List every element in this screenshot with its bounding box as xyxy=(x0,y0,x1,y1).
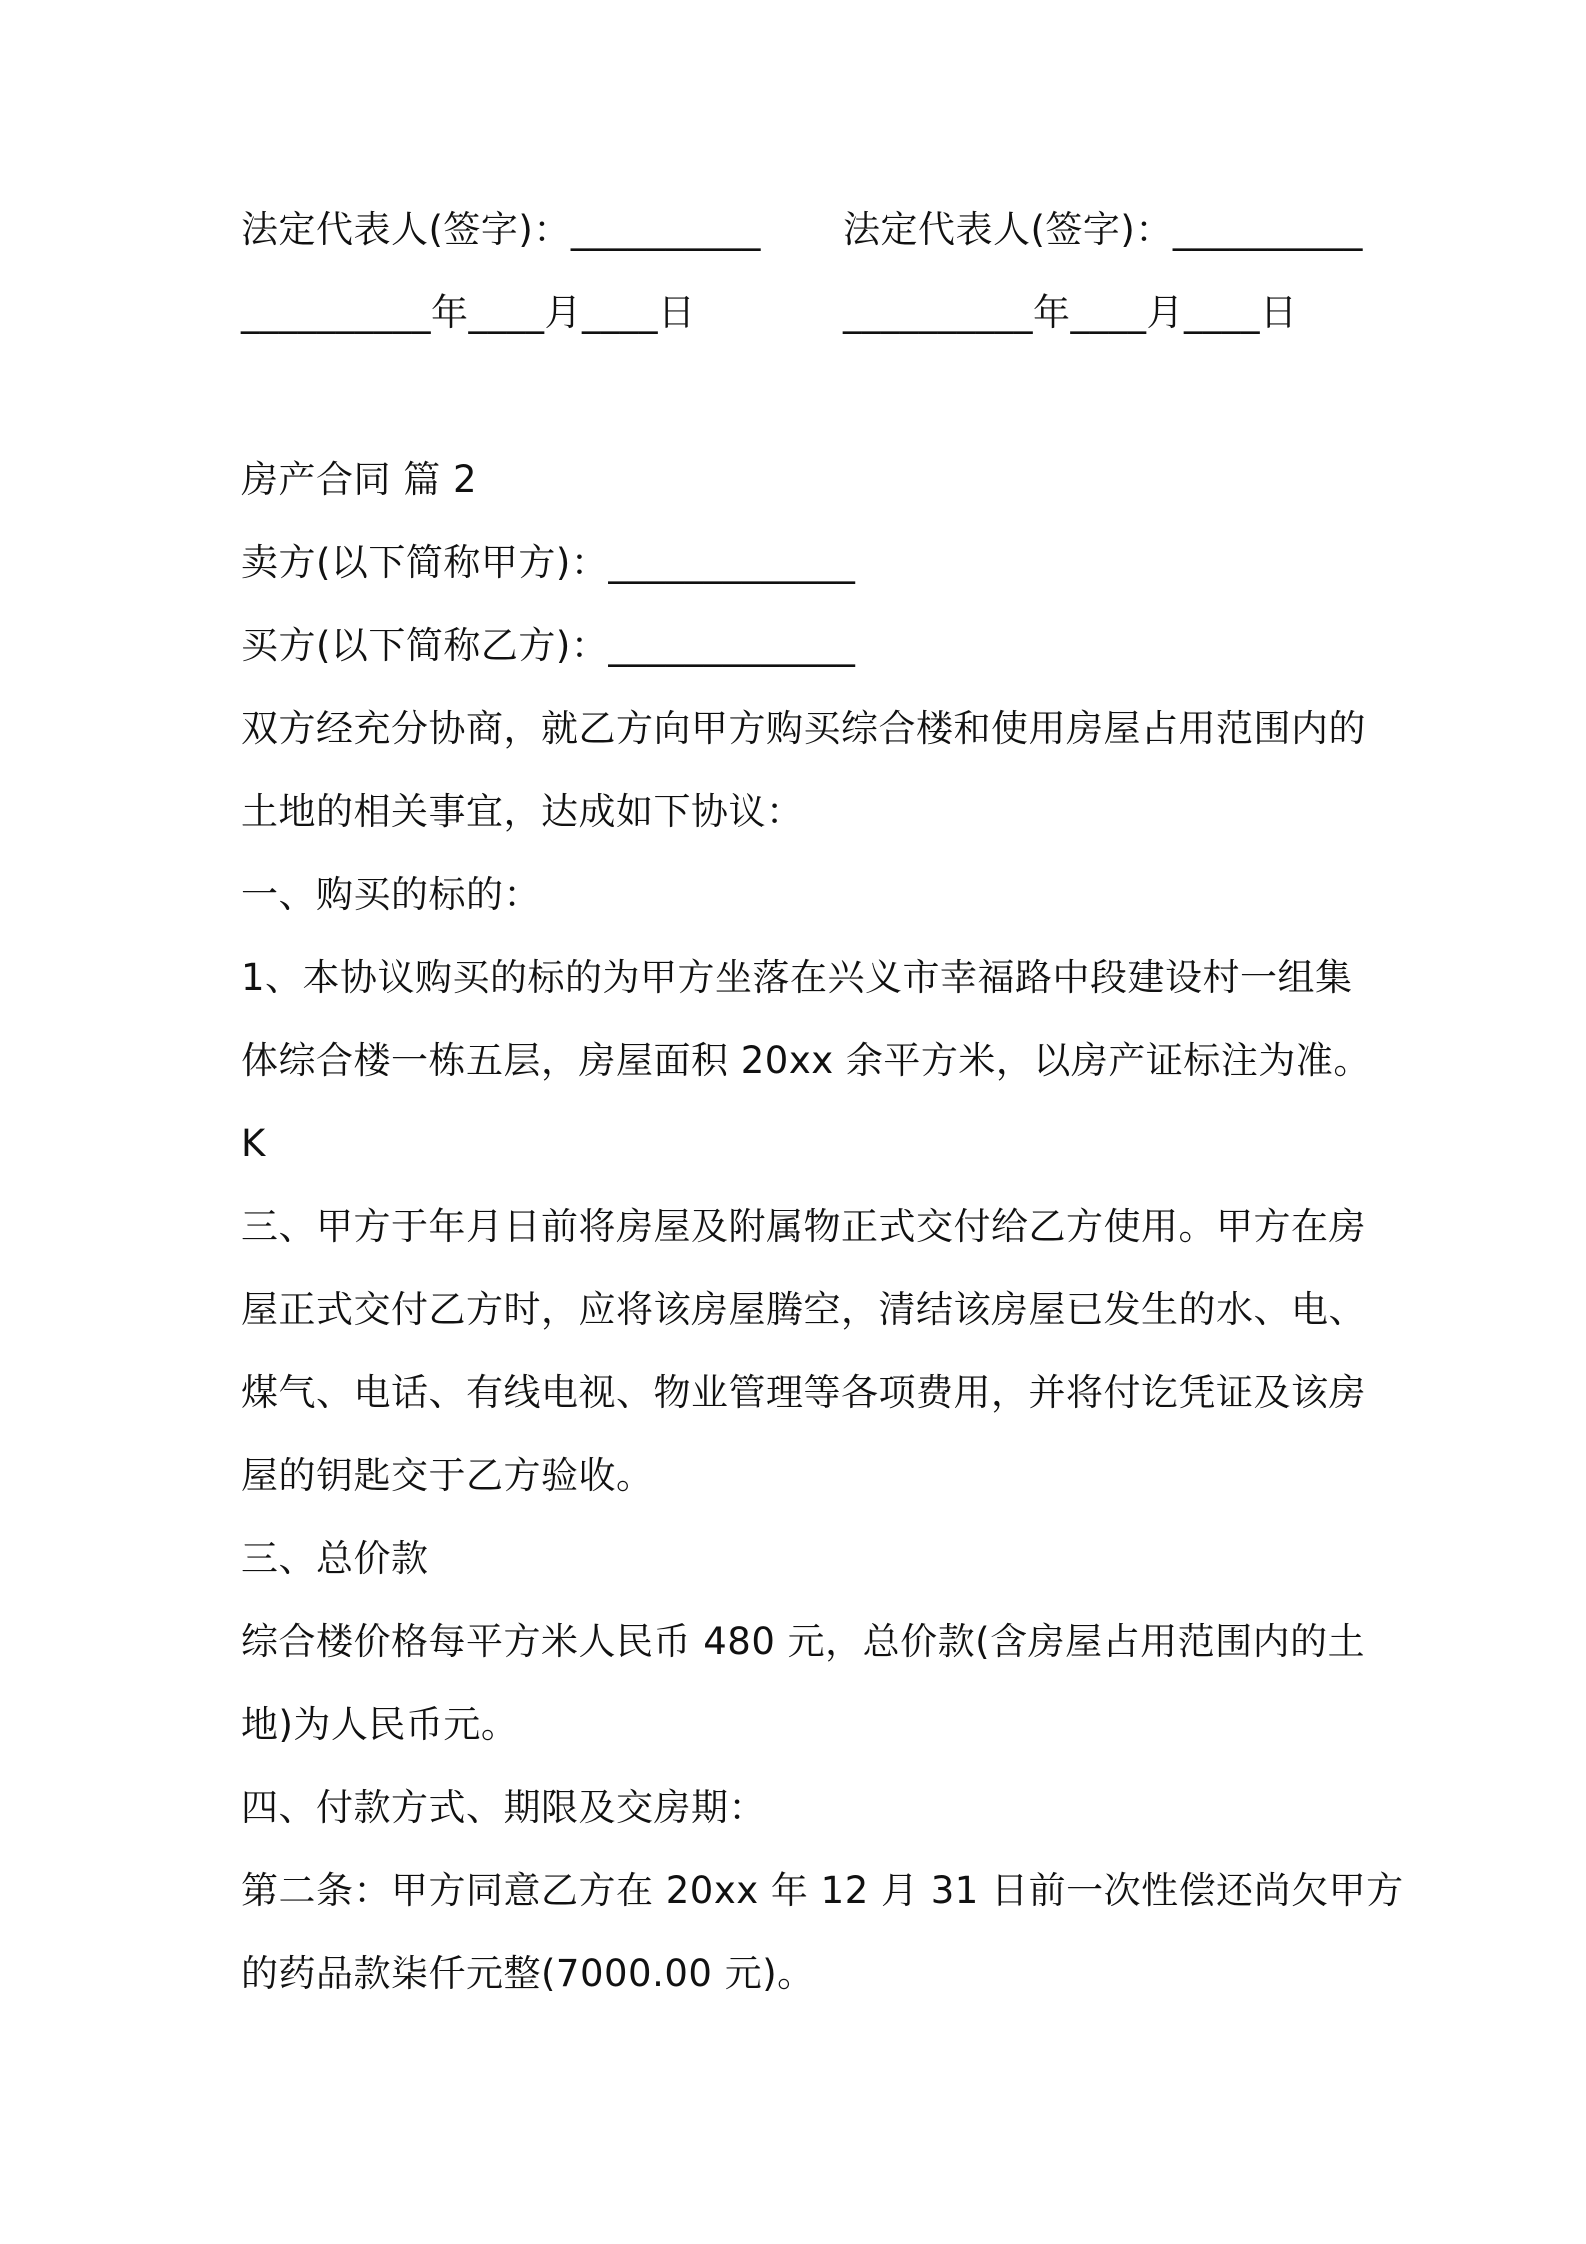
paragraph-line: 煤气、电话、有线电视、物业管理等各项费用，并将付讫凭证及该房 xyxy=(241,1371,1366,1414)
paragraph-line: 地)为人民币元。 xyxy=(241,1703,519,1746)
paragraph-line: 屋的钥匙交于乙方验收。 xyxy=(241,1454,654,1497)
section-title: 房产合同 篇 2 xyxy=(241,458,478,501)
paragraph-line: 的药品款柒仟元整(7000.00 元)。 xyxy=(241,1952,815,1995)
paragraph-line: 第二条：甲方同意乙方在 20xx 年 12 月 31 日前一次性偿还尚欠甲方 xyxy=(241,1869,1404,1912)
paragraph-line: 综合楼价格每平方米人民币 480 元，总价款(含房屋占用范围内的土 xyxy=(241,1620,1366,1663)
signature-line-right: 法定代表人(签字)：__________ xyxy=(843,208,1363,251)
clause-heading: 一、购买的标的： xyxy=(241,873,541,916)
paragraph-line: 1、本协议购买的标的为甲方坐落在兴义市幸福路中段建设村一组集 xyxy=(241,956,1353,999)
paragraph-line: K xyxy=(241,1122,266,1165)
paragraph-line: 体综合楼一栋五层，房屋面积 20xx 余平方米，以房产证标注为准。 xyxy=(241,1039,1371,1082)
paragraph-line: 三、甲方于年月日前将房屋及附属物正式交付给乙方使用。甲方在房 xyxy=(241,1205,1366,1248)
paragraph-line: 屋正式交付乙方时，应将该房屋腾空，清结该房屋已发生的水、电、 xyxy=(241,1288,1366,1331)
clause-heading: 四、付款方式、期限及交房期： xyxy=(241,1786,766,1829)
clause-heading: 三、总价款 xyxy=(241,1537,429,1580)
date-line-right: __________年____月____日 xyxy=(843,291,1298,334)
date-line-left: __________年____月____日 xyxy=(241,291,696,334)
seller-line: 卖方(以下简称甲方)：_____________ xyxy=(241,541,856,584)
paragraph-line: 双方经充分协商，就乙方向甲方购买综合楼和使用房屋占用范围内的 xyxy=(241,707,1366,750)
signature-line-left: 法定代表人(签字)：__________ xyxy=(241,208,761,251)
buyer-line: 买方(以下简称乙方)：_____________ xyxy=(241,624,856,667)
paragraph-line: 土地的相关事宜，达成如下协议： xyxy=(241,790,804,833)
